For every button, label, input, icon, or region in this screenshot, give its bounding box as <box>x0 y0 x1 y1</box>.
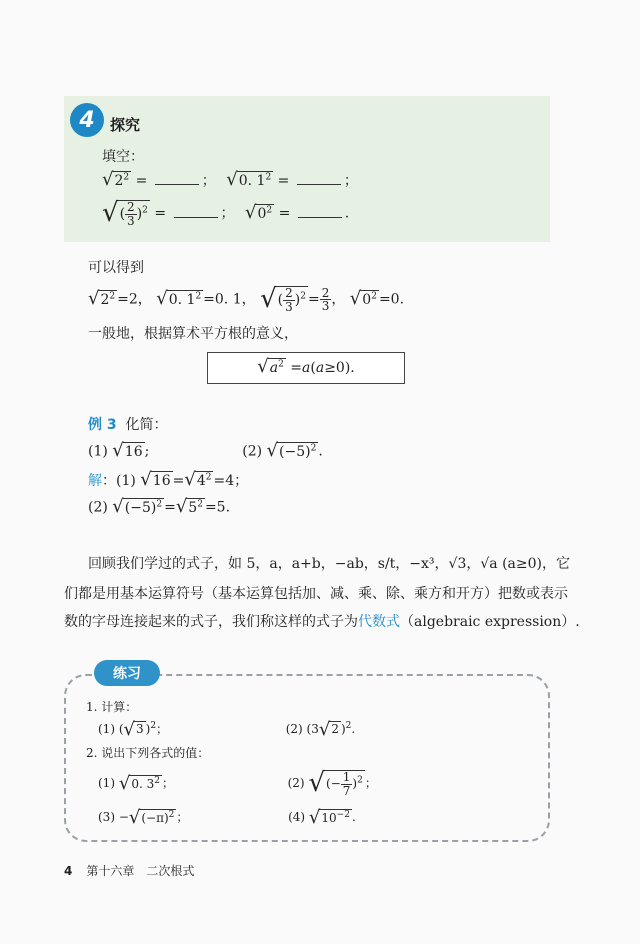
result-intro: 可以得到 <box>88 260 144 276</box>
exercise-tag: 练习 <box>94 660 160 686</box>
example-heading: 例 3 化简： <box>88 417 168 433</box>
exercise-q2: 2. 说出下列各式的值： <box>86 746 210 760</box>
exercise-q1: 1. 计算： <box>86 700 138 714</box>
review-line-3: 数的字母连接起来的式子，我们称这样的式子为代数式（algebraic expression）. <box>64 614 580 630</box>
answer-blank[interactable] <box>174 205 218 218</box>
answer-blank[interactable] <box>298 205 342 218</box>
result-formula: √ $2^2$ =2， √ 0. $1^2$ =0. 1， √ ( $\frac{2}{3}$ )$^2$ = $\frac{2}{3}$ ， √ $0^2$ =0. <box>88 284 405 314</box>
explore-badge-icon: 4 <box>70 103 104 137</box>
page-number: 4 <box>64 864 73 878</box>
exercise-q1-items: (1) ( √ 3 )$^2$； (2) (3 √ 2 )$^2$. <box>98 718 356 740</box>
example-questions: (1) √ 16 ; (2) √ $(-5)^2$ . <box>88 440 323 461</box>
review-line-2: 们都是用基本运算符号（基本运算包括加、减、乘、除、乘方和开方）把数或表示 <box>64 586 568 602</box>
answer-blank[interactable] <box>297 172 341 185</box>
term-algebraic-expression: 代数式 <box>358 614 400 630</box>
solution-line-1: 解：(1) √ 16 = √ $4^2$ =4； <box>88 469 249 491</box>
chapter-title: 第十六章 二次根式 <box>86 864 195 878</box>
explore-row-1: √ $2^2$ = ； √ 0. $1^2$ = ； <box>102 169 358 191</box>
exercise-q2-row2: (3) − √ $(-\pi)^2$ ； (4) √ $10^{-2}$ . <box>98 806 356 828</box>
explore-row-2: √ ( $\frac{2}{3}$ )$^2$ = ； √ $0^2$ = . <box>102 198 350 228</box>
general-statement: 一般地，根据算术平方根的意义， <box>88 326 298 342</box>
explore-title: 探究 <box>110 116 141 134</box>
fill-prompt: 填空： <box>102 149 144 165</box>
solution-line-2: (2) √ $(-5)^2$ = √ $5^2$ =5. <box>88 496 231 517</box>
review-line-1: 回顾我们学过的式子，如 5，a，a+b，−ab，s/t，−x³，√3，√a (a≥0)，它 <box>88 556 571 572</box>
exercise-q2-row1: (1) √ 0. $3^2$ ； (2) √ (− $\frac{1}{7}$ )$^2$ ； <box>98 768 377 798</box>
page-footer <box>64 862 194 879</box>
answer-blank[interactable] <box>155 172 199 185</box>
key-formula-box: √ $a^2$ = a ( a ≥0). <box>207 352 405 384</box>
